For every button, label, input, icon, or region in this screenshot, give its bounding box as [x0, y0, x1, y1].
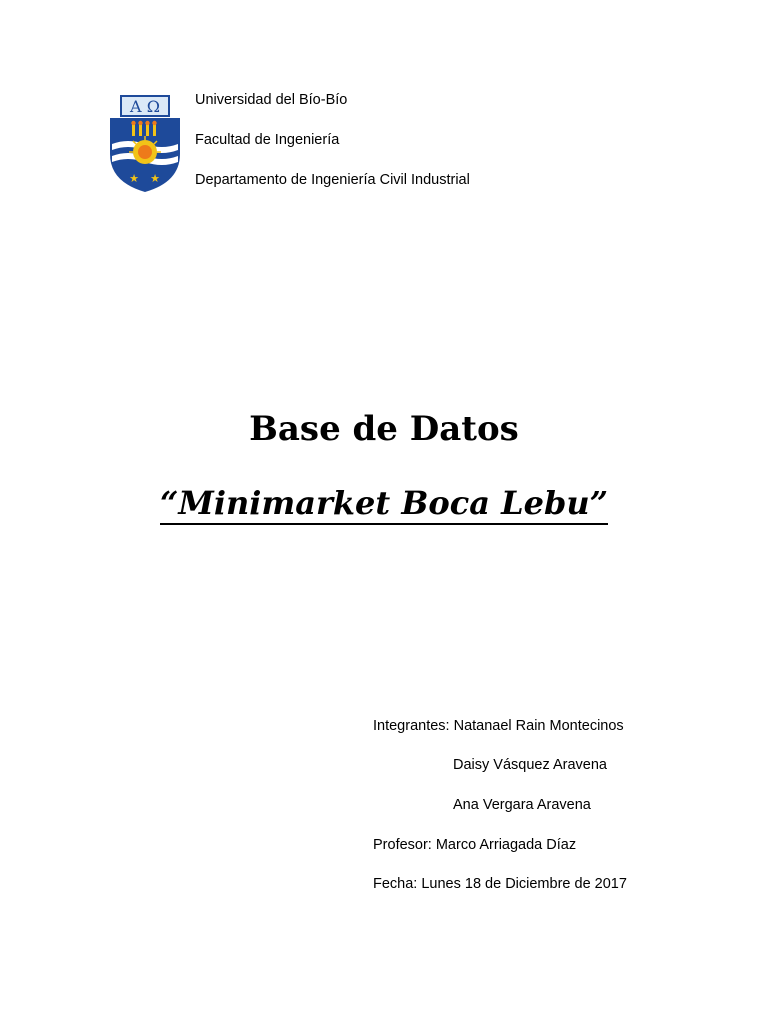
faculty-name: Facultad de Ingeniería	[195, 132, 340, 148]
member-name: Ana Vergara Aravena	[453, 797, 591, 813]
document-title: Base de Datos	[249, 409, 519, 449]
document-subtitle-text: “Minimarket Boca Lebu”	[160, 484, 608, 525]
member-name: Daisy Vásquez Aravena	[453, 757, 607, 773]
logo-alpha-omega-text: A Ω	[130, 97, 160, 116]
university-name: Universidad del Bío-Bío	[195, 92, 348, 108]
professor-line: Profesor: Marco Arriagada Díaz	[373, 837, 577, 853]
document-subtitle	[0, 482, 768, 524]
university-crest-logo	[108, 94, 182, 194]
svg-text:★: ★	[129, 172, 139, 185]
members-line: Integrantes: Natanael Rain Montecinos	[373, 718, 624, 734]
svg-text:★: ★	[150, 172, 160, 185]
department-name: Departamento de Ingeniería Civil Industrial	[195, 172, 470, 188]
date-line: Fecha: Lunes 18 de Diciembre de 2017	[373, 876, 627, 892]
